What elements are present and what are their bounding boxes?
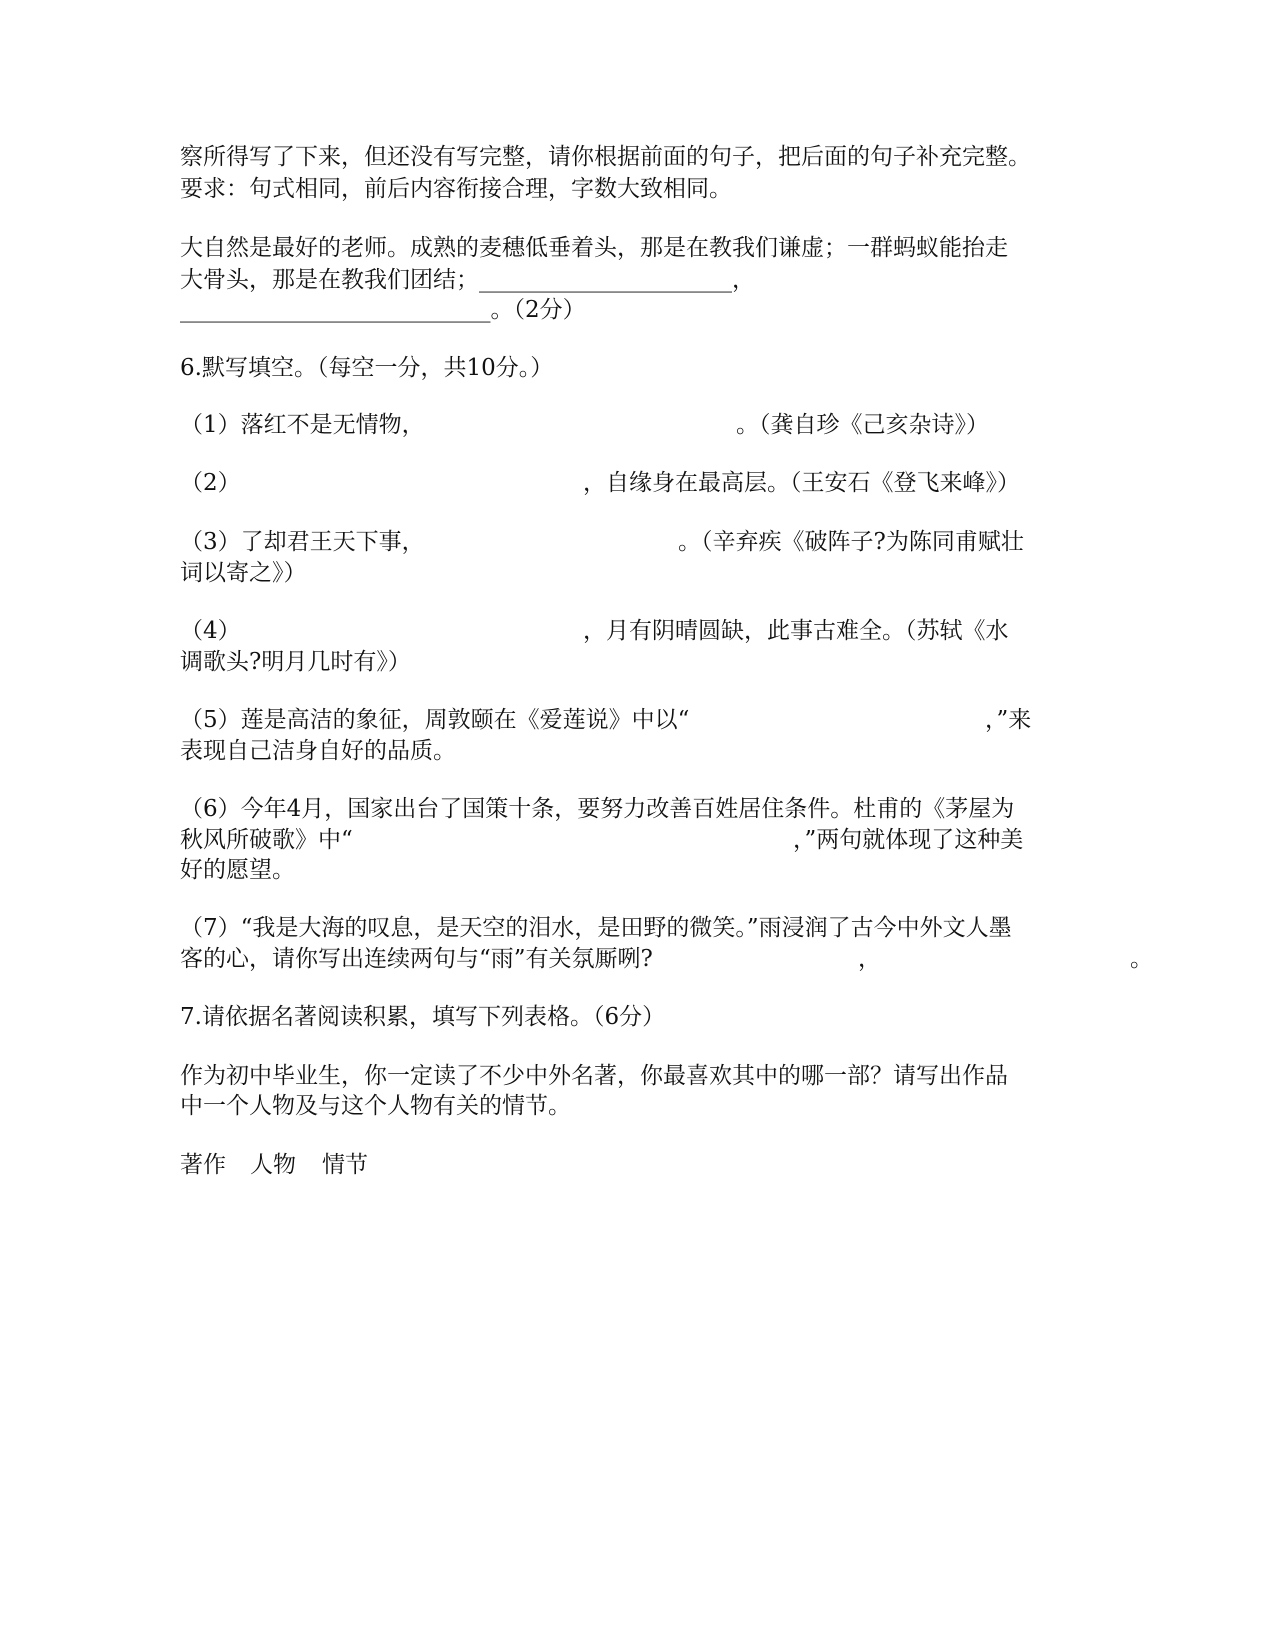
q5-line-3: ___________________________。（2分） (180, 297, 586, 323)
q6-item7-line-2: 客的心，请你写出连续两句与“雨”有关氛厮咧? (180, 946, 653, 972)
q6-item2-prompt: （2） (180, 470, 241, 496)
q6-item6-tail: ，”两句就体现了这种美 (793, 827, 1024, 853)
table-header-plot: 情节 (322, 1152, 368, 1178)
intro-line-2: 要求：句式相同，前后内容衔接合理，字数大致相同。 (180, 176, 732, 202)
q7-line-2: 中一个人物及与这个人物有关的情节。 (180, 1093, 571, 1119)
q6-item7-comma: ， (858, 946, 881, 972)
intro-line-1: 察所得写了下来，但还没有写完整，请你根据前面的句子，把后面的句子补充完整。 (180, 144, 1031, 170)
q6-item3-source: 。（辛弃疾《破阵子?为陈同甫赋壮 (678, 529, 1024, 555)
table-header-character: 人物 (250, 1152, 296, 1178)
q5-line-2: 大骨头，那是在教我们团结；______________________， (180, 267, 755, 293)
q6-item3-source-cont: 词以寄之》） (180, 560, 307, 586)
q6-item4-source-cont: 调歌头?明月几时有》） (180, 649, 411, 675)
q6-item7-line-1: （7）“我是大海的叹息，是天空的泪水，是田野的微笑。”雨浸润了古今中外文人墨 (180, 915, 1012, 941)
q6-item1-source: 。（龚自珍《己亥杂诗》） (736, 412, 989, 438)
q6-item6-line-2: 秋风所破歌》中“ (180, 827, 353, 853)
q7-title: 7.请依据名著阅读积累，填写下列表格。（6分） (180, 1004, 666, 1030)
q6-item3-prompt: （3）了却君王天下事， (180, 529, 425, 555)
q6-item4-source: ，月有阴晴圆缺，此事古难全。（苏轼《水 (583, 618, 1009, 644)
q6-item1-prompt: （1）落红不是无情物， (180, 412, 425, 438)
q6-item2-source: ，自缘身在最高层。（王安石《登飞来峰》） (583, 470, 1020, 496)
q6-item4-prompt: （4） (180, 618, 241, 644)
q6-item5-prompt: （5）莲是高洁的象征，周敦颐在《爱莲说》中以“ (180, 707, 690, 733)
q6-item6-line-3: 好的愿望。 (180, 857, 295, 883)
q5-line-1: 大自然是最好的老师。成熟的麦穗低垂着头，那是在教我们谦虚；一群蚂蚁能抬走 (180, 235, 1008, 261)
q6-item7-period: 。 (1130, 946, 1153, 972)
q6-title: 6.默写填空。（每空一分，共10分。） (180, 355, 554, 381)
q6-item5-cont: 表现自己洁身自好的品质。 (180, 738, 456, 764)
q6-item6-line-1: （6）今年4月，国家出台了国策十条，要努力改善百姓居住条件。杜甫的《茅屋为 (180, 796, 1015, 822)
q6-item5-tail: ，”来 (985, 707, 1032, 733)
q7-line-1: 作为初中毕业生，你一定读了不少中外名著，你最喜欢其中的哪一部？请写出作品 (180, 1063, 1008, 1089)
table-header-works: 著作 (180, 1152, 226, 1178)
